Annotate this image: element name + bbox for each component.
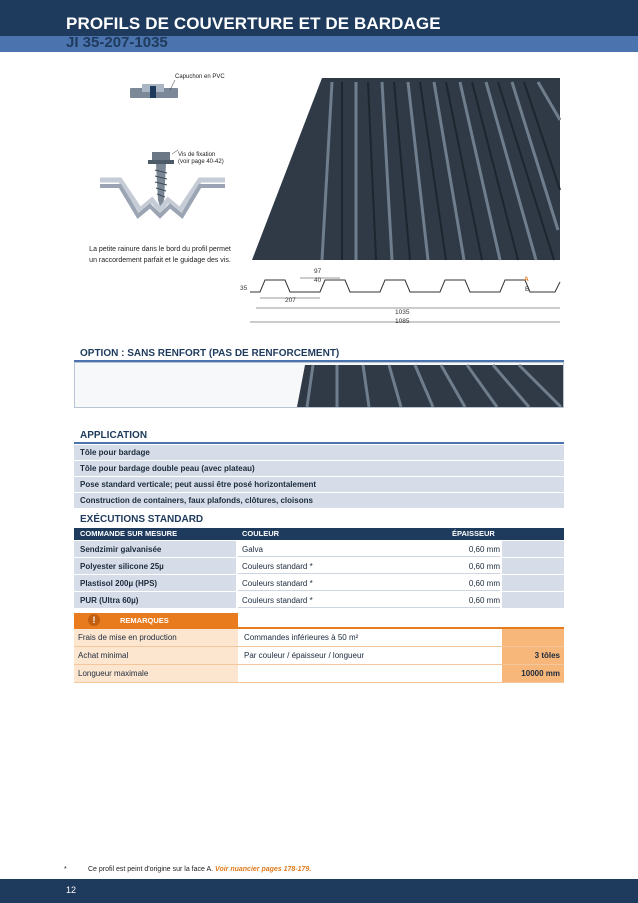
cell-blank [502, 592, 564, 608]
footnote-text: Ce profil est peint d'origine sur la face A. [88, 866, 214, 873]
executions-title: EXÉCUTIONS STANDARD [80, 514, 204, 525]
remarks-row [74, 665, 564, 683]
table-row [74, 592, 564, 609]
application-row: Pose standard verticale; peut aussi être posé horizontalement [74, 477, 564, 493]
application-list [74, 445, 564, 509]
dim-35: 35 [240, 285, 248, 292]
option-title: OPTION : SANS RENFORT (PAS DE RENFORCEMENT) [80, 348, 340, 359]
remark-desc [240, 665, 502, 682]
cell-thickness: 0,60 mm [468, 545, 500, 554]
page-title: PROFILS DE COUVERTURE ET DE BARDAGE [66, 14, 441, 33]
application-title: APPLICATION [80, 430, 148, 441]
product-code: JI 35-207-1035 [66, 34, 168, 51]
screw-label-line2: (voir page 40-42) [178, 159, 224, 165]
pvc-cap-label: Capuchon en PVC [175, 74, 225, 80]
table-row [74, 541, 564, 558]
application-row: Tôle pour bardage [74, 445, 564, 461]
page-number: 12 [66, 885, 77, 895]
cell-name: Plastisol 200µ (HPS) [74, 575, 236, 591]
cell-color: Couleurs standard * [238, 575, 500, 591]
cell-blank [502, 541, 564, 557]
application-divider [74, 442, 564, 444]
face-a-label: A [524, 276, 529, 283]
footnote-star: * [64, 866, 67, 873]
cell-name: Polyester silicone 25µ [74, 558, 236, 574]
dim-1085: 1085 [395, 318, 410, 325]
cell-color: Couleurs standard * [238, 592, 500, 608]
screw-label-line1: Vis de fixation [178, 152, 216, 158]
dim-207: 207 [285, 297, 296, 304]
remark-label: Frais de mise en production [74, 629, 238, 646]
cell-color: Couleurs standard * [238, 558, 500, 574]
table-row [74, 558, 564, 575]
option-image-box [74, 362, 564, 408]
remark-label: Achat minimal [74, 647, 238, 664]
remark-desc: Commandes inférieures à 50 m² [244, 633, 359, 642]
header-epaisseur: ÉPAISSEUR [452, 529, 495, 538]
option-sheet-drawing [75, 363, 565, 407]
remarks-row [74, 647, 564, 665]
cell-thickness: 0,60 mm [468, 596, 500, 605]
dim-1035: 1035 [395, 309, 410, 316]
remark-value: 3 tôles [502, 647, 564, 664]
application-row: Construction de containers, faux plafonds, clôtures, cloisons [74, 493, 564, 509]
cell-thickness: 0,60 mm [468, 579, 500, 588]
remark-desc: Par couleur / épaisseur / longueur [244, 651, 365, 660]
pvc-cap-drawing [130, 80, 178, 98]
table-row [74, 575, 564, 592]
cell-name: PUR (Ultra 60µ) [74, 592, 236, 608]
application-row: Tôle pour bardage double peau (avec plateau) [74, 461, 564, 477]
cell-blank [502, 558, 564, 574]
footnote [66, 866, 311, 873]
header-commande: COMMANDE SUR MESURE [80, 529, 178, 538]
groove-caption: La petite rainure dans le bord du profil permet un raccordement parfait et le guidage des vis. [89, 246, 231, 264]
cell-name: Sendzimir galvanisée [74, 541, 236, 557]
screw-label [178, 152, 224, 166]
remark-value [502, 629, 564, 646]
executions-header [74, 528, 564, 540]
dim-97: 97 [314, 268, 322, 275]
remark-value: 10000 mm [502, 665, 564, 682]
remarks-title: REMARQUES [120, 616, 169, 625]
remark-label: Longueur maximale [74, 665, 238, 682]
cell-blank [502, 575, 564, 591]
footnote-link[interactable]: Voir nuancier pages 178-179. [215, 866, 312, 873]
footer-bar [0, 879, 638, 903]
header-couleur: COULEUR [242, 529, 280, 538]
cell-color: Galva [238, 541, 500, 557]
face-b-label: B [525, 286, 530, 293]
profile-figure [60, 60, 580, 340]
cell-thickness: 0,60 mm [468, 562, 500, 571]
remarks-row [74, 629, 564, 647]
roof-sheet-drawing [252, 78, 560, 260]
warning-icon: ! [88, 614, 100, 626]
dim-40: 40 [314, 277, 322, 284]
